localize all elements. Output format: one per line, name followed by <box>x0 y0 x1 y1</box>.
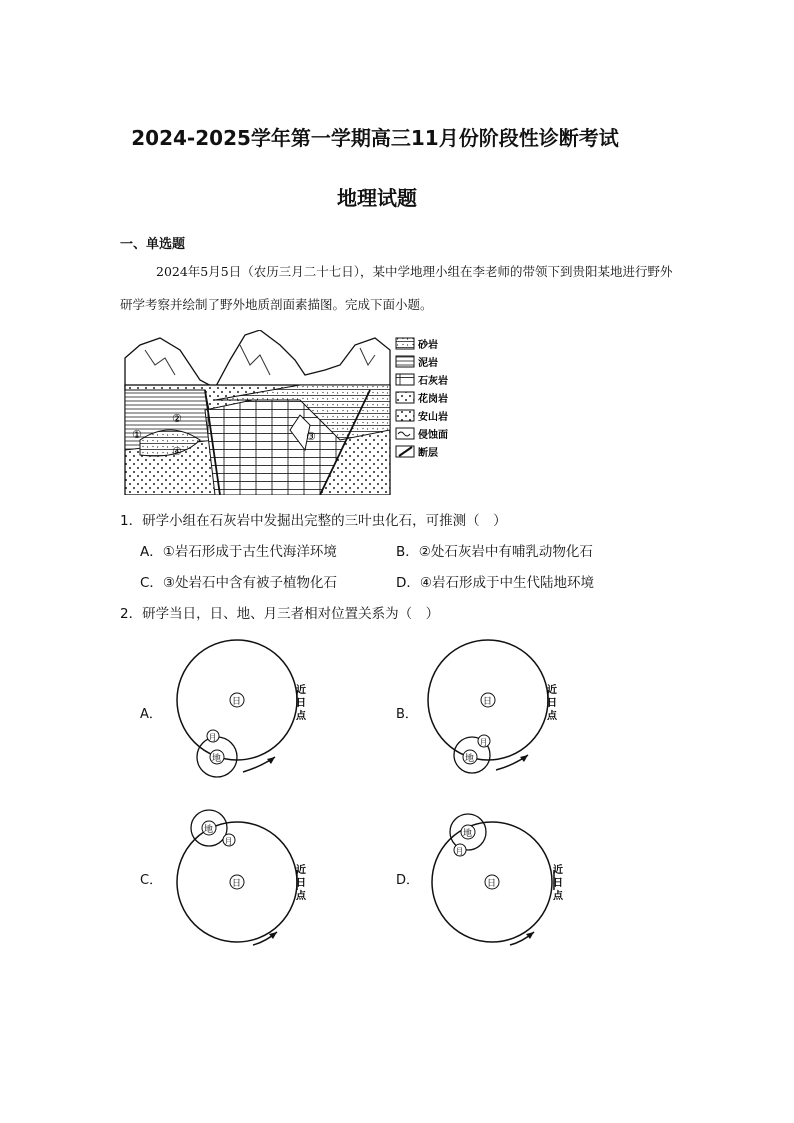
q2-option-d-label[interactable]: D． <box>396 873 420 888</box>
subtitle-text: 地理试题 <box>337 186 417 210</box>
perihelion-2: 日 <box>553 878 563 889</box>
q2-option-c-label[interactable]: C． <box>140 873 163 888</box>
page-title <box>0 122 794 151</box>
q1-option-a[interactable]: A．①岩石形成于古生代海洋环境 <box>140 544 337 560</box>
title-text: 2024-2025学年第一学期高三11月份阶段性诊断考试 <box>131 126 619 150</box>
q2-option-b-label[interactable]: B． <box>396 707 418 722</box>
earth-label: 地 <box>463 829 473 839</box>
moon-label: 月 <box>224 837 233 846</box>
perihelion-2: 日 <box>296 878 306 889</box>
perihelion-1: 近 <box>296 865 306 876</box>
q2-diagram-a <box>165 635 315 785</box>
mark-1: ① <box>132 428 142 441</box>
perihelion-3: 点 <box>296 891 306 902</box>
q1-option-c[interactable]: C．③处岩石中含有被子植物化石 <box>140 575 338 591</box>
legend-andesite: 安山岩 <box>418 412 448 423</box>
mark-2: ② <box>172 412 182 425</box>
mark-3: ③ <box>306 430 316 443</box>
mark-4: ④ <box>172 445 182 458</box>
question-1-stem: 1．研学小组在石灰岩中发掘出完整的三叶虫化石，可推测（ ） <box>120 513 507 529</box>
section-heading: 一、单选题 <box>120 237 186 252</box>
q1-option-d[interactable]: D．④岩石形成于中生代陆地环境 <box>396 575 594 591</box>
earth-label: 地 <box>204 825 214 835</box>
perihelion-1: 近 <box>547 685 557 696</box>
legend-fault: 断层 <box>418 448 438 459</box>
legend-limestone: 石灰岩 <box>418 376 448 387</box>
q2-diagram-b <box>420 635 570 785</box>
perihelion-1: 近 <box>553 865 563 876</box>
sun-label: 日 <box>487 879 497 889</box>
q2-diagram-d <box>420 800 570 950</box>
sun-label: 日 <box>232 879 242 889</box>
perihelion-2: 日 <box>547 698 557 709</box>
sun-label: 日 <box>232 697 242 707</box>
moon-label: 月 <box>208 733 217 742</box>
q1-option-b[interactable]: B．②处石灰岩中有哺乳动物化石 <box>396 544 593 560</box>
perihelion-2: 日 <box>296 698 306 709</box>
moon-label: 月 <box>479 738 488 747</box>
earth-label: 地 <box>465 754 475 764</box>
perihelion-3: 点 <box>547 711 557 722</box>
perihelion-3: 点 <box>553 891 563 902</box>
page-subtitle <box>0 182 794 211</box>
legend-granite: 花岗岩 <box>418 394 448 405</box>
legend-sandstone: 砂岩 <box>418 340 438 351</box>
q2-diagram-c <box>165 800 315 950</box>
legend-mudstone: 泥岩 <box>418 358 438 369</box>
question-2-stem: 2．研学当日，日、地、月三者相对位置关系为（ ） <box>120 606 440 622</box>
perihelion-3: 点 <box>296 711 306 722</box>
geologic-section-figure <box>120 330 460 495</box>
sun-label: 日 <box>483 697 493 707</box>
q2-option-a-label[interactable]: A． <box>140 707 162 722</box>
legend-erosion-surface: 侵蚀面 <box>418 430 448 441</box>
perihelion-1: 近 <box>296 685 306 696</box>
earth-label: 地 <box>212 754 222 764</box>
intro-paragraph: 2024年5月5日（农历三月二十七日），某中学地理小组在李老师的带领下到贵阳某地进行野外研学考察并绘制了野外地质剖面素描图。完成下面小题。 <box>120 264 673 312</box>
moon-label: 月 <box>455 847 464 856</box>
